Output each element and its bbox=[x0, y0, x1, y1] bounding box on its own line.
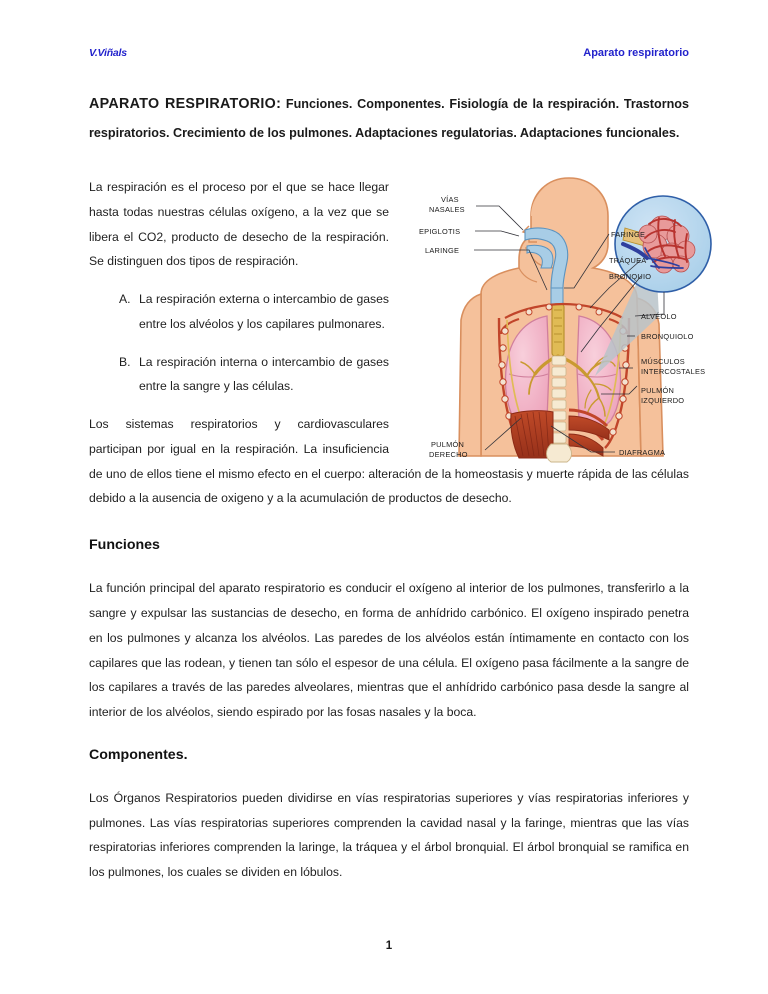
label-pulmon-der-line2: DERECHO bbox=[429, 450, 468, 459]
funciones-paragraph: La función principal del aparato respiratorio es conducir el oxígeno al interior de los pulmones, transferirlo a la sangre y expulsar las sustancias de desecho, en forma de anhídrido carbónico. El oxígeno inspirado penetra en los pulmones y alcanza los alvéolos. Las paredes de los alvéolos están íntimamente en contacto con los capilares que las rodean, y tienen tan sólo el espesor de una célula. El oxígeno pasa fácilmente a la sangre de los capilares a través de las paredes alveolares, mientras que el anhídrido carbónico pasa desde la sangre al interior de los alvéolos, siendo espirado por las fosas nasales y la boca. bbox=[89, 581, 689, 720]
label-laringe: LARINGE bbox=[425, 246, 460, 255]
label-pulmon-izq-line1: PULMÓN bbox=[641, 386, 675, 395]
page-title-lead: APARATO RESPIRATORIO: bbox=[89, 96, 282, 112]
respiratory-diagram-svg bbox=[419, 168, 715, 468]
label-vias-nasales-line1: VÍAS bbox=[441, 195, 459, 204]
after-list-paragraph: Los sistemas respiratorios y cardiovasculares participan por igual en la respiración. La insuficiencia de uno de ellos tiene el mismo efecto en el cuerpo: alteración de la homeostasis y muerte rápida de las células debido a la ausencia de oxigeno y a la acumulación de productos de desecho. bbox=[89, 417, 689, 506]
page-title bbox=[89, 90, 689, 146]
label-musculos-line2: INTERCOSTALES bbox=[641, 367, 706, 376]
label-vias-nasales-line2: NASALES bbox=[429, 205, 465, 214]
header-doc-title: Aparato respiratorio bbox=[583, 47, 689, 59]
label-diafragma: DIAFRAGMA bbox=[619, 448, 666, 457]
list-item: La respiración externa o intercambio de gases entre los alvéolos y los capilares pulmonares. bbox=[139, 292, 389, 331]
page-content bbox=[89, 0, 706, 994]
label-epiglotis: EPIGLOTIS bbox=[419, 227, 461, 236]
label-faringe: FARINGE bbox=[611, 230, 646, 239]
section-heading-funciones: Funciones bbox=[89, 537, 160, 554]
running-head bbox=[89, 47, 689, 63]
label-traquea: TRÁQUEA bbox=[609, 256, 647, 265]
page-number: 1 bbox=[385, 940, 393, 952]
label-musculos-line1: MÚSCULOS bbox=[641, 357, 685, 366]
respiratory-system-figure bbox=[419, 168, 715, 468]
intro-paragraph: La respiración es el proceso por el que se hace llegar hasta todas nuestras células oxígeno, a la vez que se libera el CO2, producto de desecho de la respiración. Se distinguen dos tipos de respiración. bbox=[89, 180, 389, 269]
label-bronquiolo: BRONQUIOLO bbox=[641, 332, 694, 341]
label-bronquio: BRONQUIO bbox=[609, 272, 652, 281]
page-title-rest: Funciones. Componentes. Fisiología de la respiración. Trastornos respiratorios. Crecimiento de los pulmones. Adaptaciones regulatorias. Adaptaciones funcionales. bbox=[89, 97, 689, 140]
componentes-paragraph: Los Órganos Respiratorios pueden dividirse en vías respiratorias superiores y vías respiratorias inferiores y pulmones. Las vías respiratorias superiores comprenden la cavidad nasal y la faringe, mientras que las vías respiratorias inferiores comprenden la laringe, la tráquea y el árbol bronquial. El árbol bronquial se ramifica en los pulmones, los cuales se dividen en lóbulos. bbox=[89, 790, 689, 880]
section-heading-componentes: Componentes. bbox=[89, 746, 188, 763]
list-item: La respiración interna o intercambio de gases entre la sangre y las células. bbox=[139, 354, 389, 394]
label-pulmon-der-line1: PULMÓN bbox=[431, 440, 465, 449]
header-author: V.Viñals bbox=[89, 47, 127, 59]
label-alveolo: ALVÉOLO bbox=[641, 312, 677, 321]
label-pulmon-izq-line2: IZQUIERDO bbox=[641, 396, 685, 405]
